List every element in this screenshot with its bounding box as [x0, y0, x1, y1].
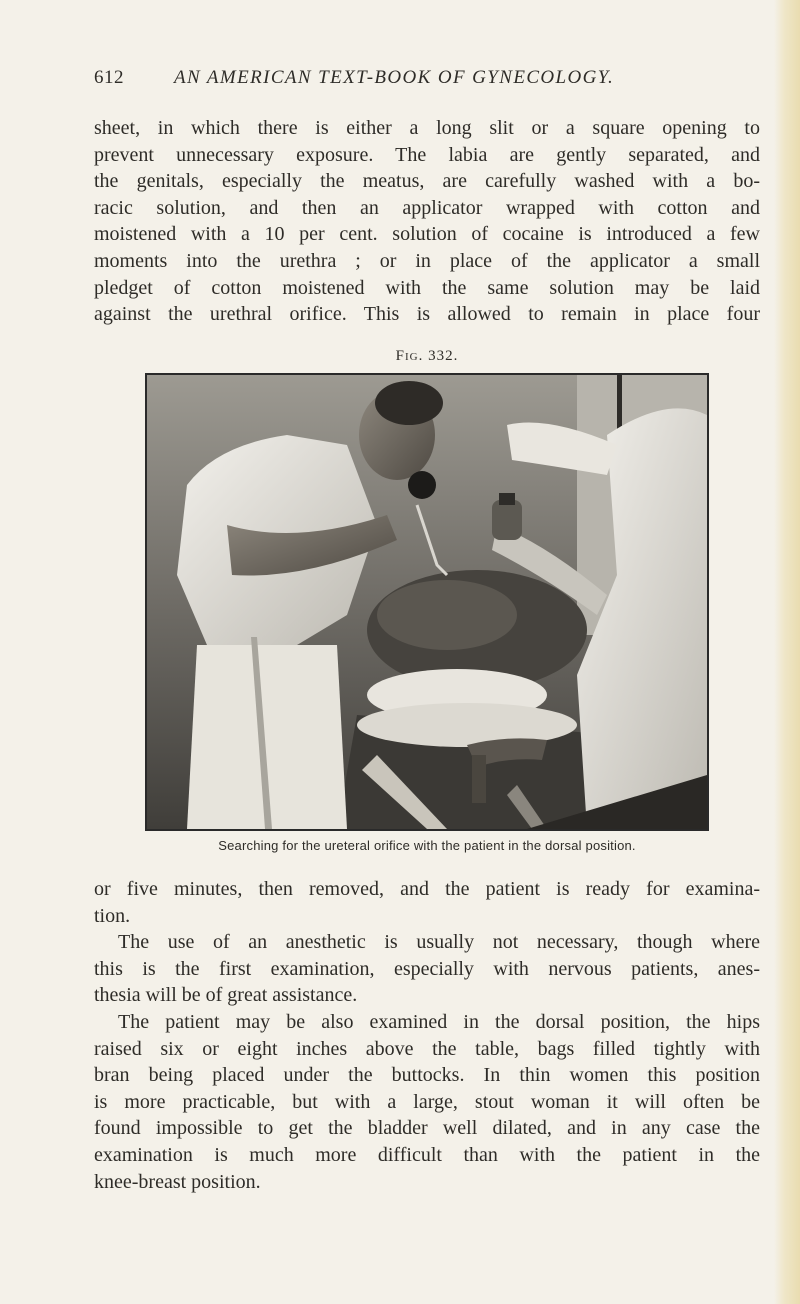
text-line: moments into the urethra ; or in place of the applicator a small: [94, 249, 760, 272]
text-line: is more practicable, but with a large, stout woman it will often be: [94, 1090, 760, 1113]
text-line: bran being placed under the buttocks. In thin women this position: [94, 1064, 760, 1087]
text-line: or five minutes, then removed, and the patient is ready for examina-: [94, 878, 760, 900]
running-head: [94, 67, 760, 93]
figure-caption: Searching for the ureteral orifice with the patient in the dorsal position.: [218, 838, 636, 853]
paragraph-top: [94, 115, 760, 328]
book-page: [94, 0, 760, 1304]
paragraph-bottom: [94, 876, 760, 1195]
page-number: 612: [94, 67, 124, 88]
text-line: the genitals, especially the meatus, are carefully washed with a bo-: [94, 170, 760, 193]
text-line: sheet, in which there is either a long slit or a square opening to: [94, 117, 760, 139]
text-line: raised six or eight inches above the table, bags filled tightly with: [94, 1037, 760, 1060]
figure-label: Fig. 332.: [395, 348, 459, 364]
running-title: AN AMERICAN TEXT-BOOK OF GYNECOLOGY.: [174, 67, 615, 88]
text-line: examination is much more difficult than with the patient in the: [94, 1143, 760, 1166]
text-line: The use of an anesthetic is usually not necessary, though where: [118, 931, 760, 954]
text-line: The patient may be also examined in the dorsal position, the hips: [118, 1010, 760, 1033]
text-line: found impossible to get the bladder well dilated, and in any case the: [94, 1117, 760, 1140]
figure-photograph: [145, 373, 709, 831]
text-line: against the urethral orifice. This is allowed to remain in place four: [94, 303, 760, 326]
page-edge-shadow: [774, 0, 800, 1304]
text-line: this is the first examination, especially with nervous patients, anes-: [94, 957, 760, 980]
text-line: knee-breast position.: [94, 1170, 261, 1193]
text-line: thesia will be of great assistance.: [94, 984, 358, 1007]
text-line: pledget of cotton moistened with the same solution may be laid: [94, 276, 760, 299]
text-line: prevent unnecessary exposure. The labia are gently separated, and: [94, 143, 760, 166]
text-line: racic solution, and then an applicator wrapped with cotton and: [94, 196, 760, 219]
text-line: tion.: [94, 904, 131, 927]
photograph-illustration: [147, 375, 707, 829]
text-line: moistened with a 10 per cent. solution of cocaine is introduced a few: [94, 223, 760, 246]
